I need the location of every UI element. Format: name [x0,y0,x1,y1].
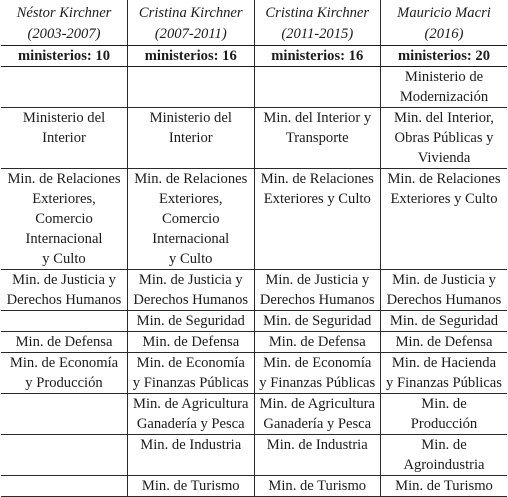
ministry-name-line: Min. de Seguridad [389,313,499,329]
ministry-name-line: Min. de Turismo [141,478,240,494]
table-cell [381,476,508,497]
ministry-name-line: Modernización [399,89,489,105]
table-row [1,394,507,435]
table-cell [254,108,381,169]
table-row [1,353,507,394]
table-cell [128,353,255,394]
ministry-name-line: Derechos Humanos [259,292,375,308]
header-row [1,0,507,46]
count-cell: ministerios: 16 [254,46,381,67]
header-name: Mauricio Macri [397,5,491,21]
table-cell [381,169,508,270]
table-cell [1,311,128,332]
table-cell [381,270,508,311]
ministry-name-line: Comercio [35,211,93,227]
ministry-name-line: Ganadería y Pesca [136,416,245,432]
ministry-name-line: Min. de Justicia y [138,272,243,288]
ministry-name-line: Min. de Relaciones [260,171,374,187]
table-cell [254,311,381,332]
count-row [1,46,507,67]
ministry-name-line: Min. de Defensa [142,334,240,350]
ministry-name-line: Transporte [285,130,349,146]
ministry-name-line: Exteriores, [158,191,223,207]
ministry-name-line: Min. de Hacienda [391,355,497,371]
header-period: (2007-2011) [154,26,227,42]
table-cell [254,435,381,476]
ministry-name-line: Min. de Relaciones [387,171,501,187]
table-row [1,108,507,169]
header-period: (2011-2015) [281,26,354,42]
ministry-name-line: y Culto [169,251,213,267]
ministry-name-line: Derechos Humanos [386,292,502,308]
ministry-name-line: Vivienda [417,150,471,166]
table-cell [128,67,255,108]
ministry-name-line: Min. de Agricultura [132,396,249,412]
ministry-name-line: Comercio [161,211,220,227]
count-cell: ministerios: 16 [128,46,255,67]
header-period: (2016) [424,26,464,42]
table-row [1,311,507,332]
ministry-rows [1,67,507,497]
ministry-name-line: Internacional [152,231,230,247]
table-cell [128,270,255,311]
ministry-name-line: Min. de Economía [9,355,119,371]
ministry-name-line: Interior [168,130,213,146]
count-cell: ministerios: 20 [381,46,508,67]
ministry-name-line: Agroindustria [403,457,485,473]
table-cell [128,311,255,332]
table-row [1,270,507,311]
table-cell [1,476,128,497]
header-name: Néstor Kirchner [16,5,112,21]
header-cell [1,0,128,46]
table-cell [128,394,255,435]
table-cell [128,108,255,169]
ministry-name-line: Min. de Turismo [395,478,493,494]
ministry-name-line: Min. de Justicia y [265,272,370,288]
ministry-name-line: Exteriores y Culto [390,191,498,207]
ministry-name-line: Exteriores, [32,191,96,207]
ministry-name-line: Min. de Economía [136,355,245,371]
header-cell [381,0,508,46]
table-cell [381,394,508,435]
ministry-name-line: Min. de Relaciones [7,171,121,187]
table-cell [254,67,381,108]
ministry-name-line: Internacional [25,231,103,247]
ministry-name-line: Min. de Industria [140,437,242,453]
table-cell [254,394,381,435]
header-name: Cristina Kirchner [138,5,243,21]
table-row [1,332,507,353]
ministry-name-line: Ministerio del [22,110,106,126]
table-cell [254,476,381,497]
ministry-name-line: Min. de Defensa [15,334,113,350]
table-cell [1,394,128,435]
ministry-name-line: Ministerio de [404,69,484,85]
ministry-name-line: Min. de Agricultura [259,396,375,412]
ministry-name-line: Min. del Interior y [263,110,372,126]
ministry-name-line: Min. de Seguridad [263,313,372,329]
ministry-name-line: Min. de Justicia y [392,272,496,288]
table-cell [254,169,381,270]
ministry-name-line: Min. de Defensa [395,334,493,350]
table-cell [128,435,255,476]
ministry-name-line: Min. del Interior, [394,110,494,126]
table-cell [381,311,508,332]
ministry-name-line: Min. de [421,437,467,453]
ministry-name-line: y Finanzas Públicas [386,375,502,391]
table-cell [128,476,255,497]
ministry-name-line: Min. de Turismo [268,478,367,494]
ministry-name-line: y Culto [42,251,86,267]
ministry-name-line: Min. de Industria [266,437,368,453]
table-cell [128,169,255,270]
ministry-name-line: Min. de Defensa [268,334,366,350]
table-cell [128,332,255,353]
table-cell [381,353,508,394]
ministry-name-line: Ganadería y Pesca [263,416,372,432]
ministry-name-line: Min. de Seguridad [136,313,245,329]
ministry-name-line: y Finanzas Públicas [259,375,376,391]
table-cell [1,435,128,476]
table-cell [381,332,508,353]
ministry-name-line: Producción [410,416,478,432]
table-row [1,435,507,476]
ministry-name-line: y Finanzas Públicas [132,375,249,391]
ministry-name-line: Derechos Humanos [133,292,249,308]
table-cell [1,353,128,394]
ministry-name-line: Ministerio del [149,110,232,126]
header-cell [128,0,255,46]
ministry-name-line: Min. de Economía [263,355,372,371]
ministry-name-line: Min. de [421,396,467,412]
table-cell [381,108,508,169]
header-period: (2003-2007) [27,26,101,42]
table-row [1,67,507,108]
table-cell [1,67,128,108]
table-cell [381,67,508,108]
table-cell [1,169,128,270]
ministries-table [1,0,507,497]
table-cell [1,270,128,311]
table-row [1,476,507,497]
ministry-name-line: Obras Públicas y [394,130,494,146]
header-cell [254,0,381,46]
table-cell [381,435,508,476]
table-cell [254,332,381,353]
ministry-name-line: Derechos Humanos [6,292,122,308]
count-cell: ministerios: 10 [1,46,128,67]
table-cell [1,332,128,353]
ministry-name-line: Exteriores y Culto [263,191,371,207]
table-cell [254,353,381,394]
header-name: Cristina Kirchner [265,5,370,21]
ministry-name-line: y Producción [25,375,103,391]
table-row [1,169,507,270]
table-cell [254,270,381,311]
table-cell [1,108,128,169]
ministry-name-line: Interior [42,130,86,146]
ministry-name-line: Min. de Relaciones [134,171,248,187]
ministry-name-line: Min. de Justicia y [12,272,116,288]
